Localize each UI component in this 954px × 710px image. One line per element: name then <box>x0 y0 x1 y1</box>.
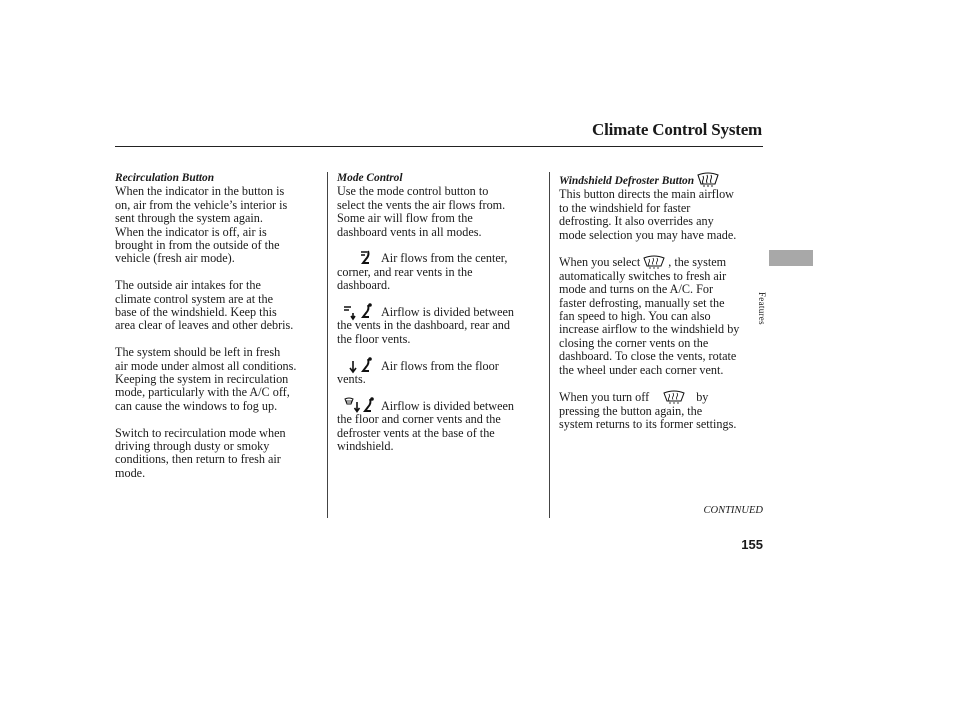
mode-control-intro: Use the mode control button to select the vents the air flows from. Some air will flow from the dashboard vents in all modes. <box>337 184 506 239</box>
bi-level-icon <box>341 303 381 321</box>
defroster-paragraph-2 <box>559 255 767 377</box>
recirculation-column <box>115 172 321 494</box>
defroster-paragraph-1: This button directs the main airflow to the windshield for faster defrosting. It also overrides any mode selection you may have made. <box>559 187 737 242</box>
mode-control-column <box>337 172 543 467</box>
defroster-p2-start: When you select <box>559 255 641 270</box>
defroster-p3-start: When you turn off <box>559 390 650 405</box>
features-tab-label: Features <box>757 292 767 325</box>
dash-vent-icon <box>341 249 381 267</box>
mode-item-bilevel <box>337 306 543 346</box>
defroster-heading-row <box>559 172 767 188</box>
defroster-p3-rest: by pressing the button again, the system returns to its former settings. <box>559 390 737 432</box>
mode-text-dash: Air flows from the center, corner, and rear vents in the dashboard. <box>337 251 508 293</box>
windshield-defrost-icon <box>660 390 688 404</box>
mode-item-floor-defrost <box>337 400 543 454</box>
mode-text-bilevel: Airflow is divided between the vents in the dashboard, rear and the floor vents. <box>337 305 515 346</box>
defroster-p2-rest: , the system automatically switches to fresh air mode and turns on the A/C. For faster defrosting, manually set the fan speed to high. You can also increase airflow to the windshield by closing the corner vents on the dashboard. To close the vents, rotate the wheel under each corner vent. <box>559 255 740 377</box>
defroster-column <box>559 172 767 445</box>
floor-vent-icon <box>341 357 381 375</box>
mode-item-floor <box>337 360 543 387</box>
defroster-heading: Windshield Defroster Button <box>559 175 695 187</box>
mode-control-heading: Mode Control <box>337 172 403 184</box>
page-title: Climate Control System <box>592 120 762 139</box>
defroster-paragraph-3 <box>559 390 767 431</box>
mode-item-dash <box>337 252 543 292</box>
features-tab[interactable] <box>769 250 813 266</box>
continued-label: CONTINUED <box>703 505 763 516</box>
windshield-defrost-icon <box>697 172 719 187</box>
page-number: 155 <box>741 537 763 552</box>
mode-text-floor-defrost: Airflow is divided between the floor and corner vents and the defroster vents at the base of the windshield. <box>337 398 515 454</box>
recirculation-heading: Recirculation Button <box>115 172 215 184</box>
column-divider-left <box>327 172 328 518</box>
mode-text-floor: Air flows from the floor vents. <box>337 358 499 387</box>
title-rule <box>115 146 763 147</box>
column-divider-right <box>549 172 550 518</box>
windshield-defrost-icon <box>640 255 668 269</box>
recirculation-paragraph-3: The system should be left in fresh air mode under almost all conditions. Keeping the system in recirculation mode, particularly with the A/C off, can cause the windows to fog up. <box>115 345 297 413</box>
recirculation-paragraph-4: Switch to recirculation mode when driving through dusty or smoky conditions, then return to fresh air mode. <box>115 425 286 480</box>
recirculation-paragraph-1: When the indicator in the button is on, air from the vehicle’s interior is sent through the system again. When the indicator is off, air is brought in from the outside of the vehicle (fresh air mode). <box>115 184 288 266</box>
floor-defrost-icon <box>341 397 381 415</box>
recirculation-paragraph-2: The outside air intakes for the climate control system are at the base of the windshield. Keep this area clear of leaves and other debris. <box>115 278 294 333</box>
